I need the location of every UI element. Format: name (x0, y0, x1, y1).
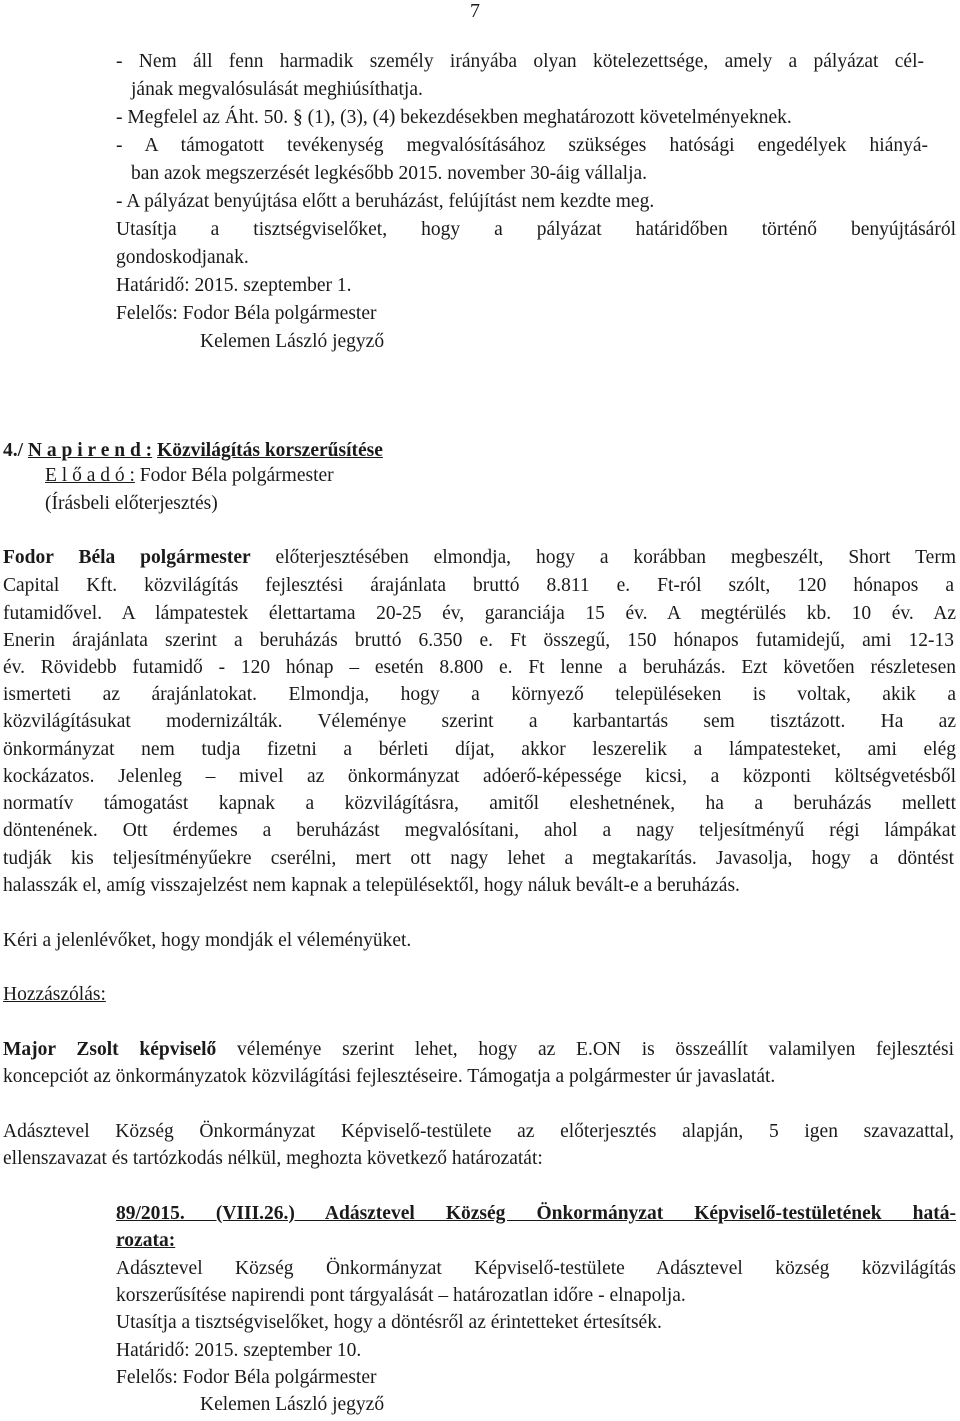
body-line-11: döntenének. Ott érdemes a beruházást megvalósítani, ahol a nagy teljesítményű régi lámpákat (3, 820, 956, 841)
agenda-heading (3, 437, 383, 465)
comment-speaker: Major Zsolt képviselő (3, 1039, 217, 1060)
body-line-7: közvilágításukat modernizálták. Véleménye szerint a karbantartás sem tisztázott. Ha az (3, 711, 956, 732)
bullet-3-line-1: - A támogatott tevékenység megvalósításához szükséges hatósági engedélyek hiányá- (116, 135, 928, 156)
body-line-8: önkormányzat nem tudja fizetni a bérleti díjat, akkor leszerelik a lámpatesteket, ami elég (3, 739, 956, 760)
bullet-4: - A pályázat benyújtása előtt a beruházást, felújítást nem kezdte meg. (116, 191, 655, 212)
resolution-text-line-3: Utasítja a tisztségviselőket, hogy a döntésről az érintetteket értesítsék. (116, 1312, 662, 1333)
deadline: Határidő: 2015. szeptember 1. (116, 275, 352, 296)
body-line-1: Fodor Béla polgármester előterjesztésében elmondja, hogy a korábban megbeszélt, Short Term (3, 547, 956, 568)
resolution-deadline: Határidő: 2015. szeptember 10. (116, 1340, 362, 1361)
body-line-5: év. Rövidebb futamidő - 120 hónap – esetén 8.800 e. Ft lenne a beruházás. Ezt követően részletesen (3, 657, 956, 678)
presenter-label: E l ő a d ó : (45, 465, 135, 486)
agenda-note: (Írásbeli előterjesztés) (45, 493, 218, 514)
body-line-2: Capital Kft. közvilágítás fejlesztési árajánlata bruttó 8.811 e. Ft-ról szólt, 120 hónapos a (3, 575, 954, 596)
body-line-10: normatív támogatást kapnak a közvilágításra, amitől eleshetnének, ha a beruházás mellett (3, 793, 956, 814)
presenter-name: Fodor Béla polgármester (139, 465, 334, 486)
comment-line-2: koncepciót az önkormányzatok közvilágítási fejlesztéseire. Támogatja a polgármester úr javaslatát. (3, 1066, 776, 1087)
resolution-text-line-1: Adásztevel Község Önkormányzat Képviselő-testülete Adásztevel község közvilágítás (116, 1258, 956, 1279)
request-line: Kéri a jelenlévőket, hogy mondják el véleményüket. (3, 930, 412, 951)
presenter-line (45, 462, 334, 490)
resolution-title-line-1: 89/2015. (VIII.26.) Adásztevel Község Önkormányzat Képviselő-testületének hatá- (116, 1203, 956, 1224)
vote-line-2: ellenszavazat és tartózkodás nélkül, meghozta következő határozatát: (3, 1148, 543, 1169)
resolution-responsible: Felelős: Fodor Béla polgármester (116, 1367, 377, 1388)
body-line-9: kockázatos. Jelenleg – mivel az önkormányzat adóerő-képessége kicsi, a központi költségvetésből (3, 766, 956, 787)
body-speaker: Fodor Béla polgármester (3, 547, 251, 568)
body-line-12: tudják kis teljesítményűekre cserélni, mert ott nagy lehet a megtakarítás. Javasolja, hogy a döntést (3, 848, 954, 869)
bullet-3-line-2: ban azok megszerzését legkésőbb 2015. november 30-áig vállalja. (131, 163, 648, 184)
bullet-2: - Megfelel az Áht. 50. § (1), (3), (4) bekezdésekben meghatározott követelményeknek. (116, 107, 792, 128)
resolution-responsible-2: Kelemen László jegyző (200, 1394, 385, 1415)
comment-label: Hozzászólás: (3, 984, 106, 1005)
resolution-text-line-2: korszerűsítése napirendi pont tárgyalását – határozatlan időre - elnapolja. (116, 1285, 686, 1306)
comment-line-1: Major Zsolt képviselő véleménye szerint lehet, hogy az E.ON is összeállít valamilyen fejlesztési (3, 1039, 954, 1060)
agenda-number: 4./ (3, 440, 24, 461)
agenda-title: Közvilágítás korszerűsítése (157, 440, 383, 461)
body-line-13: halasszák el, amíg visszajelzést nem kapnak a településektől, hogy náluk bevált-e a beruházás. (3, 875, 740, 896)
bullet-1-line-1: - Nem áll fenn harmadik személy irányába olyan kötelezettsége, amely a pályázat cél- (116, 51, 924, 72)
body-line-3: futamidővel. A lámpatestek élettartama 20-25 év, garanciája 15 év. A megtérülés kb. 10 év. Az (3, 603, 956, 624)
agenda-label: N a p i r e n d : (27, 440, 153, 461)
responsible: Felelős: Fodor Béla polgármester (116, 303, 377, 324)
instruction-line-2: gondoskodjanak. (116, 247, 249, 268)
vote-line-1: Adásztevel Község Önkormányzat Képviselő-testülete az előterjesztés alapján, 5 igen szavazattal, (3, 1121, 954, 1142)
instruction-line-1: Utasítja a tisztségviselőket, hogy a pályázat határidőben történő benyújtásáról (116, 219, 956, 240)
body-line-6: ismerteti az árajánlatokat. Elmondja, hogy a környező településeken is voltak, akik a (3, 684, 956, 705)
responsible-2: Kelemen László jegyző (200, 331, 385, 352)
bullet-1-line-2: jának megvalósulását meghiúsíthatja. (131, 79, 423, 100)
page-number: 7 (470, 0, 480, 22)
resolution-title-line-2: rozata: (116, 1230, 176, 1251)
body-line-4: Enerin árajánlata szerint a beruházás bruttó 6.350 e. Ft összegű, 150 hónapos futamidejű, ami 12-13 (3, 630, 954, 651)
